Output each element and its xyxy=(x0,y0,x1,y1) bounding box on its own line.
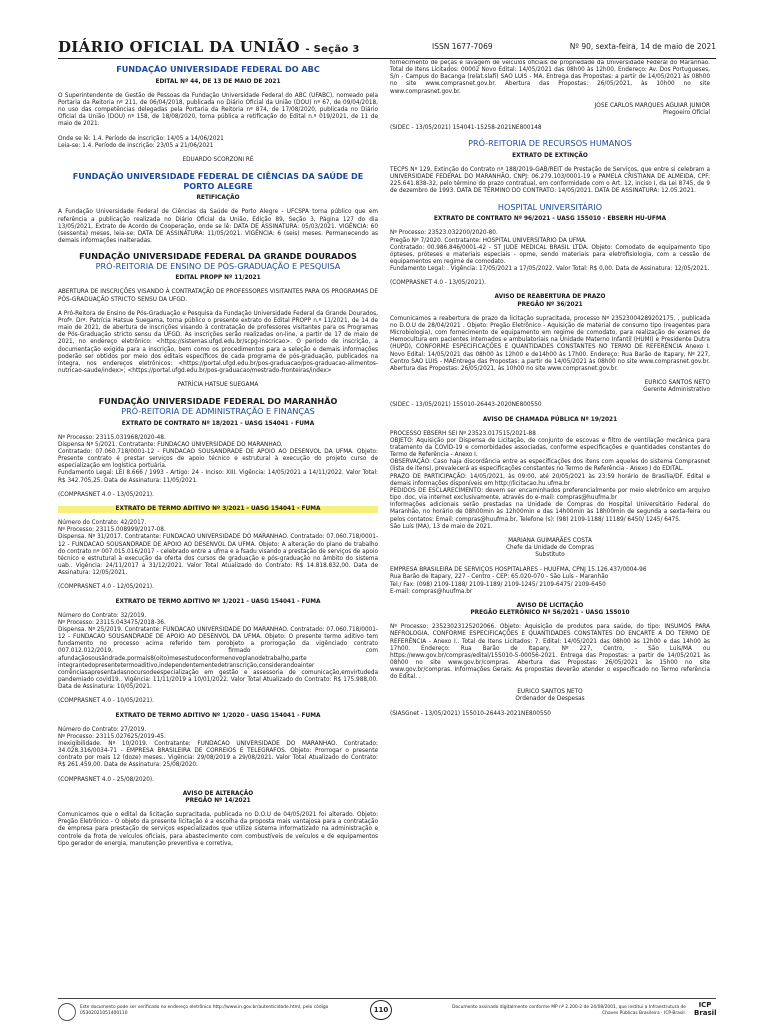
issn: ISSN 1677-7069 xyxy=(432,42,493,51)
act-title: EDITAL PROPP Nº 11/2021 xyxy=(175,275,261,282)
act-title: AVISO DE REABERTURA DE PRAZO PREGÃO Nº 36/2021 xyxy=(494,294,606,308)
signature: MARIANA GUIMARÃES COSTA Chefe da Unidade de Compras Substituto xyxy=(506,537,594,559)
paragraph: ABERTURA DE INSCRIÇÕES VISANDO À CONTRATAÇÃO DE PROFESSORES VISITANTES PARA OS PROGRAMAS DE PÓS-GRADUAÇÃO STRICTO SENSU DA UFGD. xyxy=(58,289,378,303)
verification-note: Este documento pode ser verificado no endereço eletrônico http://www.in.gov.br/autenticidade.html, pelo código 05302021051400110 xyxy=(80,1005,329,1016)
icp-brasil-logo: ICP Brasil xyxy=(694,1001,717,1017)
paragraph: Comunicamos que o edital da licitação supracitada, publicada no D.O.U de 04/05/2021 foi alterado. Objeto: Pregão Eletrônico - O objeto da presente licitação é a escolha da proposta mais vantajosa para a contratação de empresa para prestação de serviços especializados que utilize sistema informatizado na administração e controle da frota de veículos oficiais, para abastecimento com combustíveis de veículos e de equipamentos tipo gerador de energia, manutenção preventiva e corretiva, xyxy=(58,812,378,847)
act-title: AVISO DE ALTERAÇÃO PREGÃO Nº 14/2021 xyxy=(182,790,254,804)
paragraph: (SIASGnet - 13/05/2021) 155010-26443-2021NE800550 xyxy=(390,710,551,717)
republic-seal-icon xyxy=(58,1003,76,1021)
section-label: - Seção 3 xyxy=(305,44,360,55)
paragraph: (COMPRASNET 4.0 - 13/05/2021). xyxy=(390,280,486,287)
paragraph: (COMPRASNET 4.0 - 25/08/2020). xyxy=(58,776,154,783)
paragraph: Nº Processo: 23523.032200/2020-80. Pregão Nº 7/2020. Contratante: HOSPITAL UNIVERSITARIO DA UFMA. Contratado: 00.986.846/0001-42 - ST JUDE MEDICAL BRASIL LTDA. Objeto: Comodato de equipamento tipo ópteses, próteses e materiais especiais - opme, sendo materiais para eletrofisiologia, com a cessão de equipamentos em regime de comodato. Fundamento Legal: . Vigência: 17/05/2021 a 17/05/2022. Valor Total: R$ 0,00. Data de Assinatura: 12/05/2021. xyxy=(390,230,710,273)
paragraph: (COMPRASNET 4.0 - 10/05/2021). xyxy=(58,698,154,705)
paragraph: Número do Contrato: 32/2019. Nº Processo: 23115.043475/2018-36. Dispensa. Nº 25/2019. Contratante: FUNDACAO UNIVERSIDADE DO MARANHAO. Contratado: 07.060.718/0001-12 - FUNDACAO SOUSANDRADE DE APOIO AO DESENVOL DA UFMA. Objeto: O presente termo aditivo tem fundamento no processo acima referido tem porobjeto a prorrogação da vigênciado contrato 007.012.012/2019, firmado com afundaçãosousândrade,pormais8(oito)mesestudoconformenovoplanodetrabalho,parte integrantedopresentetermoaditivo,independentementedetranscrição,considerandoainter corrênciasapresentadasnocursodeespecialização em gestão e assessoria de comunicação,emvirtudeda pandemiado covid19.. Vigência: 11/11/2019 a 10/01/2022. Valor Total Atualizado do Contrato: R$ 175.988,00. Data de Assinatura: 10/05/2021. xyxy=(58,612,378,691)
right-column xyxy=(390,60,710,1024)
act-title: EDITAL Nº 44, DE 13 DE MAIO DE 2021 xyxy=(155,78,281,85)
dept-heading: PRÓ-REITORIA DE RECURSOS HUMANOS xyxy=(468,138,632,149)
page-footer xyxy=(58,998,716,1024)
act-title: EXTRATO DE EXTINÇÃO xyxy=(512,152,588,159)
signature: EURICO SANTOS NETO Gerente Administrativo xyxy=(643,380,710,394)
signature: EDUARDO SCORZONI RÉ xyxy=(182,156,254,163)
paragraph: (COMPRASNET 4.0 - 13/05/2021). xyxy=(58,491,154,498)
paragraph: Onde se lê: 1.4. Período de inscrição: 14/05 a 14/06/2021 Leia-se: 1.4. Período de inscrição: 23/05 a 21/06/2021 xyxy=(58,135,224,149)
paragraph: A Fundação Universidade Federal de Ciências da Saúde de Porto Alegre - UFCSPA torna público que em referência a publicação realizada no Diário Oficial da União, Edição 89, Seção 3, Página 127 do dia 13/05/2021, Extrato de Acordo de Cooperação, onde se lê: DATA DE ASSINATURA: 05/03/2021. VIGÊNCIA: 60 (sessenta) meses, leia-se: DATA DE ASSINATURA: 11/05/2021. VIGÊNCIA: 6 (seis) meses. Permanecendo as demais informações inalteradas. xyxy=(58,209,378,244)
act-title: EXTRATO DE CONTRATO Nº 18/2021 - UASG 154041 - FUMA xyxy=(121,420,315,427)
org-heading: FUNDAÇÃO UNIVERSIDADE FEDERAL DO MARANHÃO xyxy=(98,396,338,407)
paragraph: EMPRESA BRASILEIRA DE SERVIÇOS HOSPITALARES - HUUFMA, CPNJ 15.126.437/0004-96 Rua Barão de Itapary, 227 - Centro - CEP: 65.020-070 - São Luís - Maranhão Tel./ Fax: (098) 2109-1188/ 2109-1189/ 2109-1245/ 2109-6475/ 2109-6450 E-mail: compras@huufma.br xyxy=(390,567,647,595)
paragraph: (SIDEC - 13/05/2021) 154041-15258-2021NE800148 xyxy=(390,125,542,132)
paragraph: (SIDEC - 13/05/2021) 155010-26443-2020NE800550 xyxy=(390,402,542,409)
act-title-highlighted: EXTRATO DE TERMO ADITIVO Nº 3/2021 - UASG 154041 - FUMA xyxy=(58,506,378,513)
paragraph: (COMPRASNET 4.0 - 12/05/2021). xyxy=(58,584,154,591)
act-title: EXTRATO DE TERMO ADITIVO Nº 1/2020 - UASG 154041 - FUMA xyxy=(115,712,321,719)
act-title: EXTRATO DE CONTRATO Nº 96/2021 - UASG 155010 - EBSERH HU-UFMA xyxy=(433,216,667,223)
org-heading: HOSPITAL UNIVERSITÁRIO xyxy=(497,201,603,212)
org-heading: FUNDAÇÃO UNIVERSIDADE FEDERAL DO ABC xyxy=(116,65,320,74)
paragraph: A Pró-Reitora de Ensino de Pós-Graduação e Pesquisa da Fundação Universidade Federal da Grande Dourados, Profª. Drª. Patrícia Hatsue Suegama, torna público o presente extrato do Edital PROPP n.º 11/2021, de 14 de maio de 2021, de abertura de inscrições visando à contratação de professores visitantes para os Programas de Pós-Graduação stricto sensu da UFGD. As inscrições serão realizadas on-line, a partir de 17 de maio de 2021, no endereço eletrônico: <https://sistemas.ufgd.edu.br/scpg-inscricao>. O período de inscrição, a documentação exigida para a inscrição, bem como os procedimentos para a seleção e demais informações poderão ser obtidos por meio dos editais específicos de cada programa de pós-graduação, publicados na íntegra, nos endereços eletrônicos: <https://portal.ufgd.edu.br/pos-graduacao/pos-graduacao-alimentos-nutricao-saude/index>; <https://portal.ufgd.edu.br/pos-graduacao/mestrado-fronteiras/index> xyxy=(58,310,378,375)
signature: EURICO SANTOS NETO Ordenador de Despesas xyxy=(515,688,585,702)
act-title: AVISO DE LICITAÇÃO PREGÃO ELETRÔNICO Nº 56/2021 - UASG 155010 xyxy=(470,602,630,617)
org-heading: FUNDAÇÃO UNIVERSIDADE FEDERAL DE CIÊNCIAS DA SAÚDE DE PORTO ALEGRE xyxy=(72,171,364,191)
paragraph: O Superintendente de Gestão de Pessoas da Fundação Universidade Federal do ABC (UFABC), nomeado pela Portaria da Reitoria nº 211, de 06/04/2018, publicada no Diário Oficial da União (DOU) nº 67, de 09/04/2018, no uso das competências delegadas pela Portaria da Reitoria nº 874, de 17/08/2020, publicada no Diário Oficial da União (DOU) nº 158, de 18/08/2020, torna pública a retificação do Edital n.º 019/2021, de 11 de maio de 2021. xyxy=(58,92,378,128)
paragraph: PROCESSO EBSERH SEI Nº 23523.017515/2021-88 OBJETO: Aquisição por Dispensa de Licitação, de conjunto de escovas e filtro de ventilação mecânica para tratamento da COVID-19 e comorbidades associadas, conforme especificações e quantidades constantes do Termo de Referência - Anexo I. OBSERVAÇÃO: Caso haja discordância entre as especificações dos itens com aqueles do sistema Comprasnet (lista de itens), prevalecerá as especificações constantes no Termo de Referência - Anexo I do EDITAL. PRAZO DE PARTICIPAÇÃO: 14/05/2021, às 09:00, até 20/05/2021 às 23:59 horário de Brasília/DF. Edital e demais informações disponíveis em http://licitacao.hu.ufma.br PEDIDOS DE ESCLARECIMENTO: devem ser encaminhados preferencialmente por meio eletrônico em arquivo tipo .doc, via internet exclusivamente, através do e-mail: compras@huufma.br Informações adicionais serão prestadas na Unidade de Compras do Hospital Universitário Federal do Maranhão, no horário de 08h00min às 12h00min e das 14h00min às 18h00min de segunda a sexta-feira ou pelos contatos: Email: compras@huufma.br, Telefone (s): (98) 2109-1188/ 11189/ 6450/ 1245/ 6475. São Luís (MA), 13 de maio de 2021. xyxy=(390,430,710,530)
paragraph: Número do Contrato: 42/2017. Nº Processo: 23115.008999/2017-08. Dispensa. Nº 31/2017. Contratante: FUNDACAO UNIVERSIDADE DO MARANHAO. Contratado: 07.060.718/0001-12 - FUNDACAO SOUSANDRADE DE APOIO AO DESENVOL DA UFMA. Objeto: A alteração do plano de trabalho do contrato nº 007.015.016/2017 - celebrado entre a ufma e a fsadu visando a prestação de serviços de apoio técnico e estrutural à execução da oferta dos cursos de graduação e pós-graduação no âmbito do sistema uab.. Vigência: 24/11/2017 a 31/12/2021. Valor Total Atualizado do Contrato: R$ 14.818.832,00. Data de Assinatura: 12/05/2021. xyxy=(58,520,378,577)
left-column xyxy=(58,65,378,935)
org-heading: FUNDAÇÃO UNIVERSIDADE FEDERAL DA GRANDE DOURADOS xyxy=(79,251,357,262)
dept-heading: PRÓ-REITORIA DE ENSINO DE PÓS-GRADUAÇÃO E PESQUISA xyxy=(95,260,341,271)
paragraph: fornecimento de peças e lavagem de veículos oficiais de propriedade da Universidade Federal do Maranhão. Total de Itens Licitados: 00002 Novo Edital: 14/05/2021 das 08h00 às 12h00. Endereço: Av. Dos Portugueses, S/n - Campus do Bacanga (relat.slafi) SAO LUIS - MA. Entrega das Propostas: a partir de 14/05/2021 às 08h00 no site www.comprasnet.gov.br. Abertura das Propostas: 26/05/2021, às 10h00 no site www.comprasnet.gov.br. xyxy=(390,60,710,95)
paragraph: Número do Contrato: 27/2019. Nº Processo: 23115.027625/2019-45. Inexigibilidade. Nº 10/2019. Contratante: FUNDACAO UNIVERSIDADE DO MARANHAO. Contratado: 34.028.316/0034-71 - EMPRESA BRASILEIRA DE CORREIOS E TELEGRAFOS. Objeto: Prorrogar o presente contrato por mais 12 (doze) meses.. Vigência: 29/08/2019 a 29/08/2021. Valor Total Atualizado do Contrato: R$ 261.459,00. Data de Assinatura: 25/08/2020. xyxy=(58,726,378,769)
dept-heading: PRÓ-REITORIA DE ADMINISTRAÇÃO E FINANÇAS xyxy=(121,405,315,416)
paragraph: Nº Processo: 23115.031968/2020-48. Dispensa Nº 5/2021. Contratante: FUNDACAO UNIVERSIDADE DO MARANHAO. Contratado: 07.060.718/0001-12 - FUNDACAO SOUSANDRADE DE APOIO AO DESENVOL DA UFMA. Objeto: Presente contrato é prestar serviços de apoio técnico e estrutural à execução do projeto curso de especialização em logística portuária. Fundamento Legal: LEI 8.666 / 1993 - Artigo: 24 - Inciso: XIII. Vigência: 14/05/2021 a 14/11/2022. Valor Total: R$ 342.705,25. Data de Assinatura: 11/05/2021. xyxy=(58,434,378,484)
paragraph: Nº Processo: 23523023125202066. Objeto: Aquisição de produtos para saúde, do tipo: INSUMOS PARA NEFROLOGIA, CONFORME ESPECIFICAÇÕES E QUANTIDADES CONSTANTES DO ENCARTE A DO TERMO DE REFERÊNCIA - Anexo I.. Total de Itens Licitados: 7. Edital: 14/05/2021 das 08h00 às 12h00 e das 14h00 às 17h00. Endereço: Rua Barão de Itapary, Nº 227, Centro, - São Luís/MA ou https://www.gov.br/compras/edital/155010-5-00056-2021. Entrega das Propostas: a partir de 14/05/2021 às 08h00 no site www.gov.br/compras. Abertura das Propostas: 26/05/2021 às 15h00 no site www.gov.br/compras. Informações Gerais: As propostas deverão atender o especificado no Termo referência do Edital. . xyxy=(390,624,710,681)
page-number: 110 xyxy=(370,1000,392,1020)
signature: PATRÍCIA HATSUE SUEGAMA xyxy=(177,382,259,389)
act-title: RETIFICAÇÃO xyxy=(196,195,240,202)
signature-note: Documento assinado digitalmente conforme MP nº 2.200-2 de 24/08/2001, que institui a Infraestrutura de Chaves Públicas Brasileira - ICP-Brasil. xyxy=(452,1005,686,1016)
paragraph: Comunicamos a reabertura de prazo da licitação supracitada, processo Nº 23523004289202175. , publicada no D.O.U de 28/04/2021 . Objeto: Pregão Eletrônico - Aquisição de material de consumo tipo (reagentes para Microbiologia), com fornecimento de equipamento em regime de comodato, para realização de exames de Hemocultura em pacientes internados e ambulatoriais na Unidade Materno Infantil (HUMI) e Presidente Dutra (HUPD), CONFORME ESPECIFICAÇÕES E QUANTIDADES CONSTANTES NO TERMO DE REFERÊNCIA Anexo I. Novo Edital: 14/05/2021 das 08h00 às 12h00 e de14h00 às 17h00. Endereço: Rua Barão de Itapary, Nº 227, Centro SAO LUIS - MAEntrega das Propostas: a partir de 14/05/2021 às 08h00 no site www.comprasnet.gov.br. Abertura das Propostas: 26/05/2021, às 10h00 no site www.comprasnet.gov.br. xyxy=(390,315,710,372)
journal-title: DIÁRIO OFICIAL DA UNIÃO - Seção 3 xyxy=(58,38,360,56)
page-header xyxy=(58,38,716,59)
paragraph: TECPS Nº 129, Extinção do Contrato nº 188/2019-GAB/REIT de Prestação de Serviços, que entre si celebram a UNIVERSIDADE FEDERAL DO MARANHÃO, CNPJ: 06.279.103/0001-19 e PAMELA CRISTIANA DE ALMEIDA, CPF: 225.641.838-32, pelo término do prazo contratual, em conformidade com o Art. 12, inciso I, da Lei 8745, de 9 de dezembro de 1993. DATA DE TÉRMINO DO CONTRATO: 14/05/2021. DATA DE ASSINATURA: 12.05.2021. xyxy=(390,167,710,195)
signature: JOSE CARLOS MARQUES AGUIAR JUNIOR Pregoeiro Oficial xyxy=(594,102,710,116)
act-title: AVISO DE CHAMADA PÚBLICA Nº 19/2021 xyxy=(482,416,618,423)
edition-date: Nº 90, sexta-feira, 14 de maio de 2021 xyxy=(569,42,716,51)
act-title: EXTRATO DE TERMO ADITIVO Nº 1/2021 - UASG 154041 - FUMA xyxy=(115,598,321,605)
